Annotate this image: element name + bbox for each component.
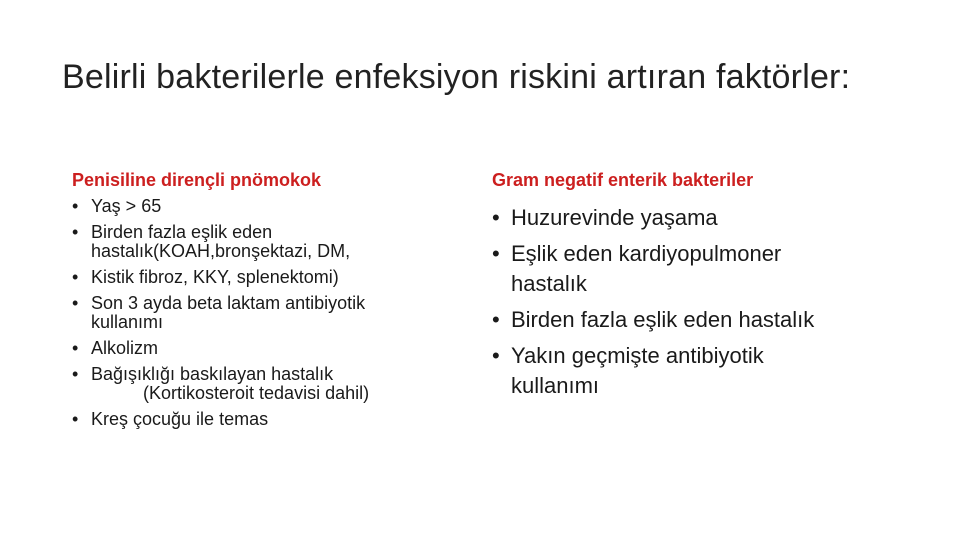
list-item-text: Bağışıklığı baskılayan hastalık (91, 364, 334, 384)
bullet-icon: • (492, 343, 500, 368)
bullet-icon: • (492, 241, 500, 266)
list-item (72, 365, 452, 403)
list-item-text: Alkolizm (91, 338, 159, 358)
left-bullet-list (72, 197, 452, 429)
list-item-text: Eşlik eden kardiyopulmoner hastalık (511, 241, 782, 296)
bullet-icon: • (72, 293, 79, 313)
bullet-icon: • (72, 338, 79, 358)
list-item (72, 294, 441, 332)
right-column-heading: Gram negatif enterik bakteriler (492, 170, 754, 190)
list-item-text: Kistik fibroz, KKY, splenektomi) (91, 267, 339, 287)
list-item (72, 268, 452, 287)
list-item-text: Yaş > 65 (91, 196, 162, 216)
bullet-icon: • (492, 307, 500, 332)
list-item-subtext: (Kortikosteroit tedavisi dahil) (143, 383, 370, 403)
list-item (72, 197, 452, 216)
list-item (492, 341, 811, 401)
bullet-icon: • (72, 364, 79, 384)
list-item-text: Huzurevinde yaşama (511, 205, 718, 230)
right-column (492, 170, 892, 407)
left-column-heading: Penisiline dirençli pnömokok (72, 170, 322, 190)
list-item-text: Son 3 ayda beta laktam antibiyotik kullanımı (91, 293, 366, 332)
list-item-text: Kreş çocuğu ile temas (91, 409, 269, 429)
list-item-text: Yakın geçmişte antibiyotik kullanımı (511, 343, 764, 398)
list-item-text: Birden fazla eşlik eden hastalık (511, 307, 815, 332)
bullet-icon: • (72, 267, 79, 287)
list-item (72, 223, 391, 261)
right-bullet-list (492, 203, 892, 401)
bullet-icon: • (72, 222, 79, 242)
list-item (492, 239, 841, 299)
list-item (492, 203, 892, 233)
slide-title: Belirli bakterilerle enfeksiyon riskini artıran faktörler: (62, 58, 851, 96)
list-item (72, 410, 452, 429)
list-item-text: Birden fazla eşlik eden hastalık(KOAH,bronşektazi, DM, (91, 222, 351, 261)
list-item (492, 305, 892, 335)
list-item (72, 339, 452, 358)
bullet-icon: • (492, 205, 500, 230)
bullet-icon: • (72, 409, 79, 429)
left-column (72, 170, 452, 436)
bullet-icon: • (72, 196, 79, 216)
